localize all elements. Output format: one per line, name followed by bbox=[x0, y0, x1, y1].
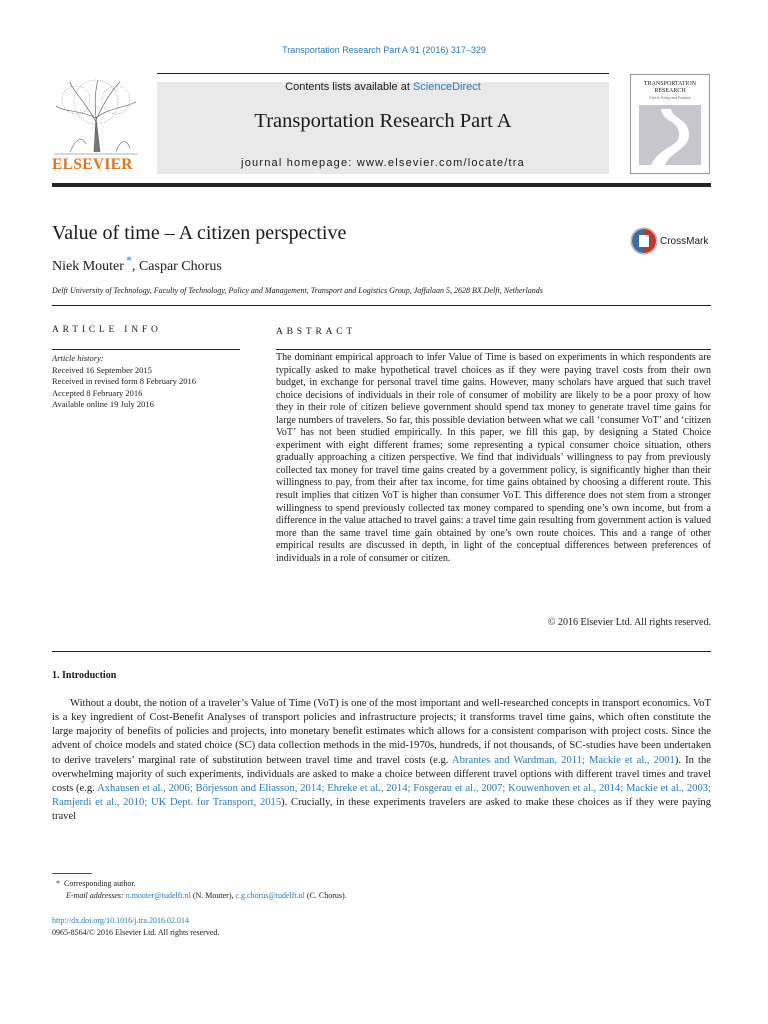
author-list: Niek Mouter *, Caspar Chorus bbox=[52, 253, 222, 274]
road-graphic-icon bbox=[631, 75, 709, 173]
contents-prefix: Contents lists available at bbox=[285, 81, 413, 93]
cover-subtitle: Part A: Policy and Practice bbox=[649, 96, 691, 100]
crossmark-icon bbox=[630, 227, 658, 255]
body-text-run: Without a doubt, the notion of a traveler’s Value of Time (VoT) is one of the most important and well-researched concepts in transport economics. VoT is a key ingredient of Cost-Benefit Analyses of transport policies and infrastructure projects; it transforms travel time gains, which often constitute the large majority of benefits of policies and projects, into monetary benefit estimates which allows for a consistent comparison with project costs. Since the advent of choice models and stated choice (SC) data collection methods in the mid-1970s, hundreds, if not thousands, of SC-studies have been undertaken to derive travelers’ marginal rate of substitution between travel time and travel costs (e.g. bbox=[52, 698, 711, 766]
abstract-heading: ABSTRACT bbox=[276, 327, 357, 337]
header-top-rule bbox=[157, 73, 609, 74]
body-text-run: ). Crucially, in these experiments travelers are asked to make these choices as if they were paying travel bbox=[52, 797, 711, 823]
corresponding-author-note bbox=[52, 879, 136, 888]
history-label: Article history: bbox=[52, 353, 104, 363]
citation-link[interactable]: Axhausen et al., 2006; Börjesson and Eliasson, 2014; Ehreke et al., 2014; Fosgerau et al., 2007; Kouwenhoven et al., 2014; Mackie et al., 2003; Ramjerdi et al., 2010; UK Dept. for Transport, 2015 bbox=[52, 782, 711, 809]
article-title: Value of time – A citizen perspective bbox=[52, 222, 347, 244]
email-link[interactable]: n.mouter@tudelft.nl bbox=[125, 891, 191, 900]
introduction-body bbox=[52, 697, 711, 824]
email-owner: (N. Mouter), bbox=[192, 891, 234, 900]
journal-homepage[interactable]: journal homepage: www.elsevier.com/locate/tra bbox=[241, 157, 525, 169]
crossmark-label: CrossMark bbox=[660, 236, 709, 247]
history-item: Received 16 September 2015 bbox=[52, 364, 152, 375]
footnote-rule bbox=[52, 873, 92, 874]
history-item: Available online 19 July 2016 bbox=[52, 399, 154, 409]
abstract-bottom-rule bbox=[52, 651, 711, 652]
abstract-rule bbox=[276, 349, 711, 350]
elsevier-logo bbox=[50, 78, 142, 176]
abstract-text: The dominant empirical approach to infer Value of Time is based on experiments in which respondents are typically asked to make hypothetical travel choices as if they were paying travel costs from their own budget, in exchange for personal travel time gains. However, many scholars have argued that such travel choice decisions of individuals in their role of consumer of mobility are likely to be a poor proxy of how they in their role of citizen believe government should spend tax money to generate travel time gains for large numbers of travelers. So far, this possible deviation between what we call ‘consumer VoT’ and ‘citizen VoT’ has not been studied empirically. In this paper, we fill this gap, by designing a Stated Choice experiment with eight different frames; some representing a typical consumer choice situation, others gradually approaching a citizen perspective. We find that individuals’ willingness to pay from previously collected tax money for travel time gains created by a government policy, is significantly higher than their willingness to pay, from their after tax income, for time gains obtained by choosing a different route. This result implies that citizen VoT is higher than consumer VoT. This difference does not stem from a stronger willingness to spend previously collected tax money compared to spending one’s own income, but from a difference in the value attached to travel gains: a travel time gain resulting from government action is valued more than the same travel time gain obtained by one’s own route choices. This and a range of other empirical results are discussed in depth, in light of the conceptual differences between preferences of individuals in a role of consumer or citizen. bbox=[276, 352, 711, 564]
header-thick-rule bbox=[52, 183, 711, 187]
author-name: Caspar Chorus bbox=[138, 259, 222, 274]
abstract-copyright: © 2016 Elsevier Ltd. All rights reserved. bbox=[547, 617, 711, 628]
email-owner: (C. Chorus). bbox=[306, 891, 347, 900]
article-info-rule bbox=[52, 349, 240, 350]
corresponding-author-mark[interactable]: * bbox=[125, 253, 132, 268]
journal-title: Transportation Research Part A bbox=[254, 110, 512, 132]
corresponding-author-label: Corresponding author. bbox=[64, 879, 136, 888]
doi-link[interactable]: http://dx.doi.org/10.1016/j.tra.2016.02.014 bbox=[52, 916, 189, 925]
article-history bbox=[52, 353, 196, 411]
email-link[interactable]: c.g.chorus@tudelft.nl bbox=[235, 891, 305, 900]
author-name: Niek Mouter bbox=[52, 259, 124, 274]
issn-line: 0965-8564/© 2016 Elsevier Ltd. All rights reserved. bbox=[52, 928, 220, 937]
email-addresses bbox=[52, 891, 347, 900]
cover-title: TRANSPORTATION RESEARCH bbox=[643, 81, 697, 94]
elsevier-wordmark: ELSEVIER bbox=[52, 156, 133, 173]
article-info-heading: ARTICLE INFO bbox=[52, 325, 162, 335]
contents-availability bbox=[157, 81, 609, 93]
sciencedirect-link[interactable]: ScienceDirect bbox=[412, 81, 481, 93]
body-text-run: ). In the overwhelming majority of such experiments, individuals are asked to make a choice between different travel options with different travel times and travel costs (e.g. bbox=[52, 754, 711, 794]
history-item: Received in revised form 8 February 2016 bbox=[52, 376, 196, 386]
email-label: E-mail addresses: bbox=[66, 891, 124, 900]
history-item: Accepted 8 February 2016 bbox=[52, 387, 143, 398]
journal-cover-thumbnail bbox=[630, 74, 710, 174]
footnote-mark: * bbox=[56, 879, 60, 888]
tree-of-knowledge-icon bbox=[50, 78, 142, 156]
affiliation-rule bbox=[52, 305, 711, 306]
affiliation: Delft University of Technology, Faculty of Technology, Policy and Management, Transport and Logistics Group, Jaffalaan 5, 2628 BX Delft, Netherlands bbox=[52, 286, 543, 295]
section-heading: 1. Introduction bbox=[52, 670, 117, 681]
citation-link[interactable]: Abrantes and Wardman, 2011; Mackie et al., 2001 bbox=[451, 754, 675, 766]
journal-citation[interactable]: Transportation Research Part A 91 (2016) 317–329 bbox=[282, 45, 486, 55]
crossmark-button[interactable] bbox=[630, 227, 720, 259]
introduction-paragraph bbox=[52, 697, 711, 824]
